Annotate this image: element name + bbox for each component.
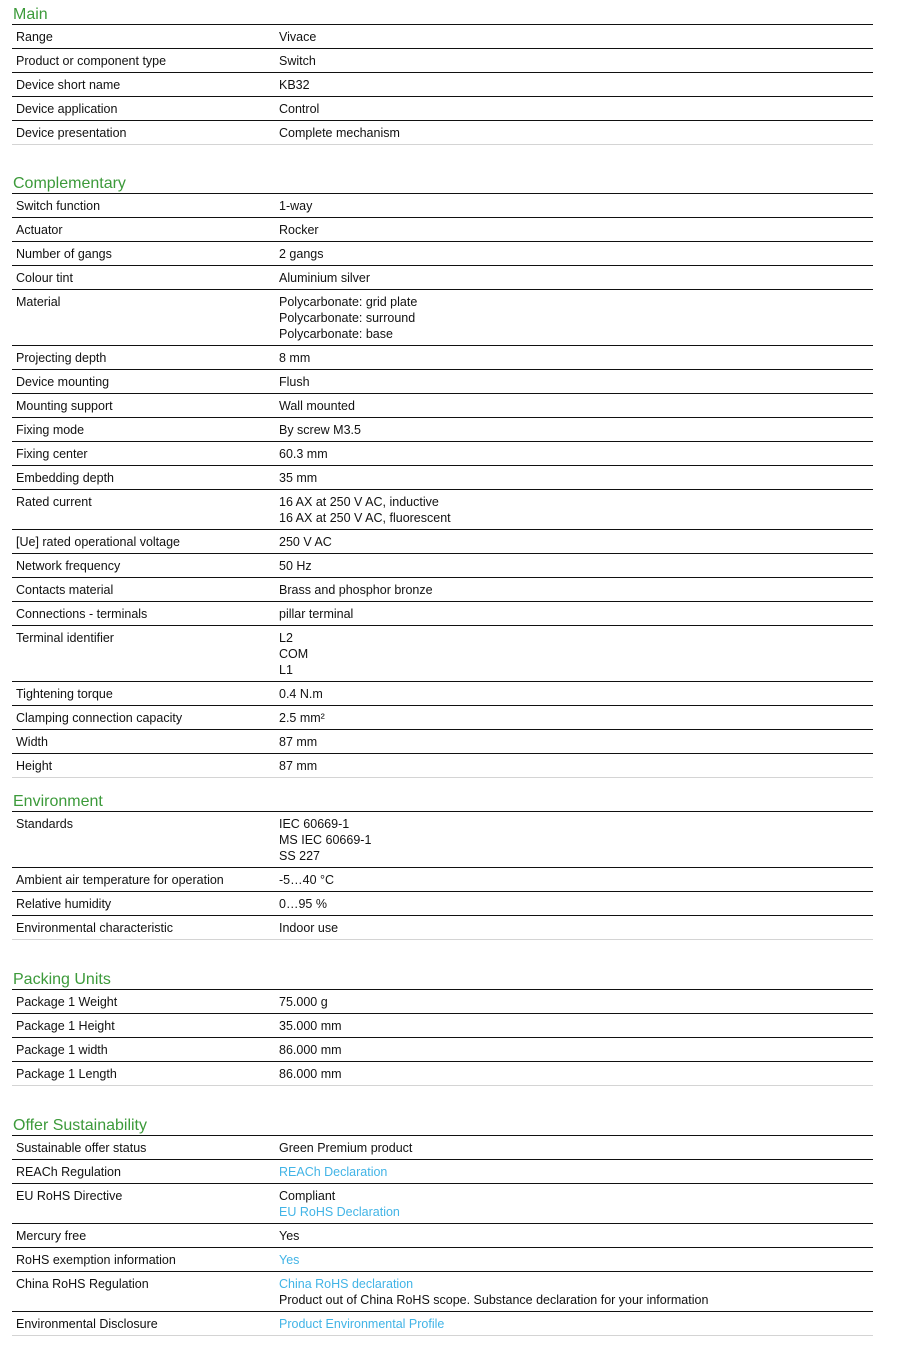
- spec-value-line: IEC 60669-1: [279, 817, 350, 831]
- spec-value: [275, 1062, 873, 1085]
- spec-value: [275, 554, 873, 577]
- spec-label: Package 1 Length: [16, 1067, 117, 1081]
- spec-value-line: 8 mm: [279, 351, 311, 365]
- spec-value: [275, 418, 873, 441]
- spec-value-link[interactable]: Yes: [279, 1253, 300, 1267]
- spec-row: [12, 754, 873, 778]
- spec-value-line: 2 gangs: [279, 247, 324, 261]
- spec-row: [12, 394, 873, 418]
- spec-value-line: By screw M3.5: [279, 423, 361, 437]
- spec-label: RoHS exemption information: [16, 1253, 176, 1267]
- spec-label: Device application: [16, 102, 118, 116]
- spec-value-line: Compliant: [279, 1189, 336, 1203]
- spec-label: Tightening torque: [16, 687, 113, 701]
- spec-row: [12, 530, 873, 554]
- spec-value: [275, 97, 873, 120]
- spec-label: Sustainable offer status: [16, 1141, 147, 1155]
- spec-row: [12, 49, 873, 73]
- spec-value: [275, 730, 873, 753]
- spec-row: [12, 892, 873, 916]
- spec-label: Product or component type: [16, 54, 167, 68]
- spec-value-line: 87 mm: [279, 735, 318, 749]
- spec-label: Material: [16, 295, 61, 309]
- spec-row: [12, 730, 873, 754]
- section-offer-sustainability: [12, 1117, 873, 1336]
- spec-value: [275, 706, 873, 729]
- spec-row: [12, 466, 873, 490]
- spec-label: Fixing mode: [16, 423, 85, 437]
- spec-value: [275, 490, 873, 529]
- section-complementary: [12, 175, 873, 778]
- spec-label: EU RoHS Directive: [16, 1189, 123, 1203]
- spec-value: [275, 1038, 873, 1061]
- spec-label: Network frequency: [16, 559, 121, 573]
- spec-value-line: Rocker: [279, 223, 319, 237]
- spec-row: [12, 1160, 873, 1184]
- spec-value: [275, 916, 873, 939]
- spec-value: [275, 682, 873, 705]
- spec-label: Rated current: [16, 495, 92, 509]
- spec-value-line: Indoor use: [279, 921, 339, 935]
- spec-value-line: 16 AX at 250 V AC, inductive: [279, 495, 439, 509]
- section-title: Packing Units: [13, 971, 111, 988]
- spec-table: [12, 989, 873, 1086]
- spec-label: REACh Regulation: [16, 1165, 121, 1179]
- spec-label: Height: [16, 759, 53, 773]
- spec-table: [12, 1135, 873, 1336]
- spec-value-line: 0.4 N.m: [279, 687, 323, 701]
- spec-value: [275, 1224, 873, 1247]
- spec-value-link[interactable]: REACh Declaration: [279, 1165, 388, 1179]
- spec-value-line: 0…95 %: [279, 897, 327, 911]
- spec-label: Package 1 Weight: [16, 995, 118, 1009]
- spec-row: [12, 442, 873, 466]
- spec-value: [275, 73, 873, 96]
- spec-value: [275, 442, 873, 465]
- spec-value: [275, 49, 873, 72]
- spec-value: [275, 194, 873, 217]
- spec-label: Connections - terminals: [16, 607, 148, 621]
- spec-value: [275, 602, 873, 625]
- spec-value-link[interactable]: Product Environmental Profile: [279, 1317, 445, 1331]
- spec-value-line: Flush: [279, 375, 310, 389]
- spec-row: [12, 490, 873, 530]
- spec-row: [12, 25, 873, 49]
- spec-label: Colour tint: [16, 271, 73, 285]
- section-title: Main: [13, 6, 48, 23]
- spec-value: [275, 266, 873, 289]
- spec-row: [12, 1038, 873, 1062]
- spec-row: [12, 1062, 873, 1086]
- spec-label: Relative humidity: [16, 897, 112, 911]
- section-title: Environment: [13, 793, 103, 810]
- spec-label: Actuator: [16, 223, 63, 237]
- section-title: Offer Sustainability: [13, 1117, 147, 1134]
- spec-value-line: Polycarbonate: grid plate: [279, 295, 418, 309]
- spec-label: China RoHS Regulation: [16, 1277, 149, 1291]
- spec-label: Environmental characteristic: [16, 921, 174, 935]
- spec-label: Contacts material: [16, 583, 114, 597]
- spec-value: [275, 1160, 873, 1183]
- spec-value-line: Switch: [279, 54, 316, 68]
- spec-value: [275, 754, 873, 777]
- spec-value: [275, 1014, 873, 1037]
- spec-value-line: SS 227: [279, 849, 321, 863]
- spec-label: Width: [16, 735, 48, 749]
- spec-value: [275, 1184, 873, 1223]
- spec-label: Standards: [16, 817, 73, 831]
- spec-value: [275, 466, 873, 489]
- spec-row: [12, 626, 873, 682]
- spec-value-line: Yes: [279, 1229, 300, 1243]
- spec-value: [275, 346, 873, 369]
- spec-value-line: Vivace: [279, 30, 317, 44]
- spec-value-line: MS IEC 60669-1: [279, 833, 372, 847]
- spec-row: [12, 706, 873, 730]
- spec-value: [275, 394, 873, 417]
- spec-value: [275, 290, 873, 345]
- spec-label: [Ue] rated operational voltage: [16, 535, 180, 549]
- spec-row: [12, 554, 873, 578]
- spec-value: [275, 578, 873, 601]
- spec-value-line: 87 mm: [279, 759, 318, 773]
- spec-table: [12, 193, 873, 778]
- spec-value-line: Control: [279, 102, 320, 116]
- spec-row: [12, 1136, 873, 1160]
- spec-value-line: pillar terminal: [279, 607, 354, 621]
- spec-value: [275, 242, 873, 265]
- spec-value-line: 86.000 mm: [279, 1043, 342, 1057]
- spec-row: [12, 1014, 873, 1038]
- spec-row: [12, 602, 873, 626]
- spec-row: [12, 1184, 873, 1224]
- spec-row: [12, 868, 873, 892]
- spec-row: [12, 418, 873, 442]
- spec-row: [12, 990, 873, 1014]
- spec-value-line: Polycarbonate: base: [279, 327, 393, 341]
- spec-value-line: KB32: [279, 78, 310, 92]
- section-packing-units: [12, 971, 873, 1086]
- spec-value: [275, 892, 873, 915]
- spec-label: Package 1 width: [16, 1043, 108, 1057]
- spec-label: Mercury free: [16, 1229, 87, 1243]
- spec-label: Ambient air temperature for operation: [16, 873, 224, 887]
- section-main: [12, 6, 873, 145]
- spec-value-line: Complete mechanism: [279, 126, 400, 140]
- spec-label: Clamping connection capacity: [16, 711, 183, 725]
- spec-row: [12, 97, 873, 121]
- spec-value-line: Wall mounted: [279, 399, 355, 413]
- spec-row: [12, 682, 873, 706]
- spec-value-line: 16 AX at 250 V AC, fluorescent: [279, 511, 451, 525]
- section-title: Complementary: [13, 175, 126, 192]
- spec-row: [12, 242, 873, 266]
- spec-value-line: 1-way: [279, 199, 313, 213]
- spec-label: Package 1 Height: [16, 1019, 115, 1033]
- spec-value-line: Polycarbonate: surround: [279, 311, 416, 325]
- spec-value-line: L1: [279, 663, 293, 677]
- spec-value: [275, 121, 873, 144]
- spec-row: [12, 266, 873, 290]
- spec-value-line: -5…40 °C: [279, 873, 335, 887]
- spec-label: Fixing center: [16, 447, 88, 461]
- spec-row: [12, 290, 873, 346]
- spec-row: [12, 1248, 873, 1272]
- spec-value-line: 60.3 mm: [279, 447, 328, 461]
- spec-value-line: 35 mm: [279, 471, 318, 485]
- spec-row: [12, 121, 873, 145]
- spec-label: Mounting support: [16, 399, 113, 413]
- spec-value-line: 75.000 g: [279, 995, 328, 1009]
- spec-row: [12, 218, 873, 242]
- spec-value: [275, 218, 873, 241]
- spec-value-line: 50 Hz: [279, 559, 312, 573]
- spec-row: [12, 916, 873, 940]
- spec-value-line: Aluminium silver: [279, 271, 370, 285]
- spec-label: Embedding depth: [16, 471, 114, 485]
- spec-value-line: COM: [279, 647, 309, 661]
- spec-row: [12, 346, 873, 370]
- spec-table: [12, 24, 873, 145]
- spec-value: [275, 25, 873, 48]
- spec-value-line: Brass and phosphor bronze: [279, 583, 433, 597]
- spec-row: [12, 1272, 873, 1312]
- spec-value: [275, 1272, 873, 1311]
- spec-row: [12, 73, 873, 97]
- spec-label: Projecting depth: [16, 351, 107, 365]
- spec-label: Device short name: [16, 78, 121, 92]
- spec-row: [12, 370, 873, 394]
- spec-value-link[interactable]: China RoHS declaration: [279, 1277, 414, 1291]
- spec-value: [275, 626, 873, 681]
- spec-row: [12, 1224, 873, 1248]
- spec-value: [275, 868, 873, 891]
- spec-value-line: Green Premium product: [279, 1141, 413, 1155]
- spec-value-line: 86.000 mm: [279, 1067, 342, 1081]
- spec-row: [12, 194, 873, 218]
- spec-value: [275, 1248, 873, 1271]
- spec-row: [12, 812, 873, 868]
- spec-value: [275, 812, 873, 867]
- spec-label: Device mounting: [16, 375, 110, 389]
- spec-label: Switch function: [16, 199, 101, 213]
- spec-value-link[interactable]: EU RoHS Declaration: [279, 1205, 400, 1219]
- spec-row: [12, 1312, 873, 1336]
- section-environment: [12, 793, 873, 940]
- spec-value-line: Product out of China RoHS scope. Substance declaration for your information: [279, 1293, 709, 1307]
- spec-value: [275, 370, 873, 393]
- spec-value: [275, 990, 873, 1013]
- spec-value-line: 35.000 mm: [279, 1019, 342, 1033]
- spec-label: Range: [16, 30, 53, 44]
- spec-label: Device presentation: [16, 126, 127, 140]
- spec-value: [275, 1136, 873, 1159]
- spec-value-line: L2: [279, 631, 293, 645]
- spec-row: [12, 578, 873, 602]
- spec-value-line: 2.5 mm²: [279, 711, 325, 725]
- spec-label: Environmental Disclosure: [16, 1317, 158, 1331]
- spec-label: Number of gangs: [16, 247, 112, 261]
- spec-value: [275, 1312, 873, 1335]
- spec-value: [275, 530, 873, 553]
- spec-label: Terminal identifier: [16, 631, 114, 645]
- spec-table: [12, 811, 873, 940]
- spec-value-line: 250 V AC: [279, 535, 332, 549]
